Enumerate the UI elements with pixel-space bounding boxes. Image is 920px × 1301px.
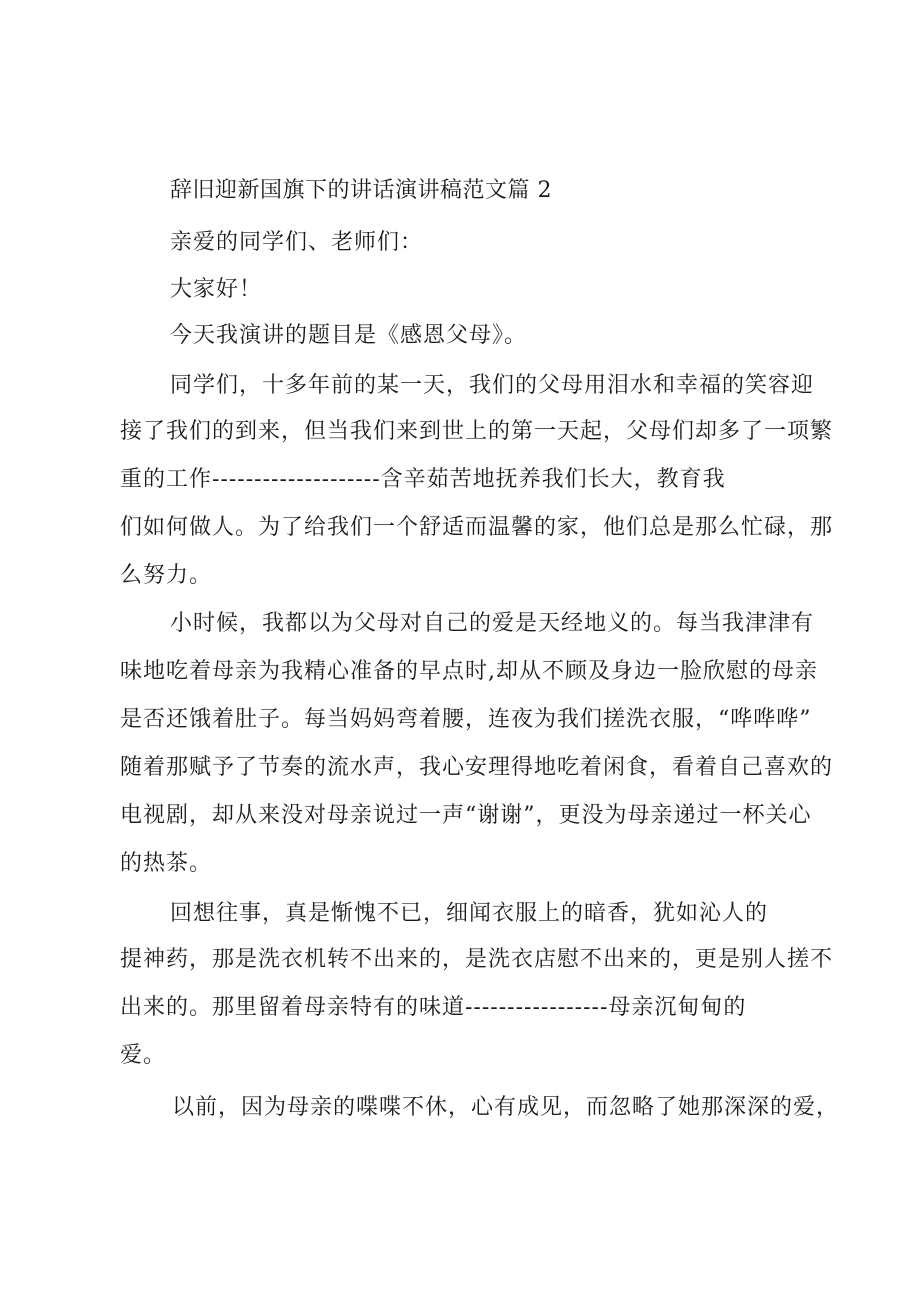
paragraph-2-line-4: 随着那赋予了节奏的流水声，我心安理得地吃着闲食，看着自己喜欢的	[120, 755, 834, 780]
hello-line: 大家好！	[170, 277, 263, 302]
paragraph-3-line-1: 回想往事，真是惭愧不已，细闻衣服上的暗香，犹如沁人的	[170, 901, 769, 926]
paragraph-2-line-3: 是否还饿着肚子。每当妈妈弯着腰，连夜为我们搓洗衣服，“哗哗哗”	[120, 707, 812, 732]
paragraph-1-line-5: 么努力。	[120, 563, 213, 588]
paragraph-3-line-4: 爱。	[120, 1043, 167, 1068]
topic-line: 今天我演讲的题目是《感恩父母》。	[170, 323, 528, 348]
paragraph-1-line-3: 重的工作--------------------含辛茹苦地抚养我们长大，教育我	[120, 467, 726, 492]
greeting-line: 亲爱的同学们、老师们：	[170, 230, 424, 255]
paragraph-4-line-1: 以前，因为母亲的喋喋不休，心有成见，而忽略了她那深深的爱，	[172, 1095, 840, 1120]
paragraph-1-line-2: 接了我们的到来，但当我们来到世上的第一天起，父母们却多了一项繁	[120, 419, 834, 444]
paragraph-3-line-3: 出来的。那里留着母亲特有的味道-----------------母亲沉甸甸的	[120, 995, 747, 1020]
paragraph-1-line-4: 们如何做人。为了给我们一个舒适而温馨的家，他们总是那么忙碌，那	[120, 515, 834, 540]
paragraph-2-line-2: 味地吃着母亲为我精心准备的早点时,却从不顾及身边一脸欣慰的母亲	[120, 659, 818, 684]
paragraph-2-line-5: 电视剧，却从来没对母亲说过一声“谢谢”，更没为母亲递过一杯关心	[120, 803, 812, 828]
paragraph-2-line-1: 小时候，我都以为父母对自己的爱是天经地义的。每当我津津有	[170, 611, 815, 636]
document-title: 辞旧迎新国旗下的讲话演讲稿范文篇 2	[170, 178, 552, 203]
paragraph-3-line-2: 提神药，那是洗衣机转不出来的，是洗衣店慰不出来的，更是别人搓不	[120, 947, 834, 972]
paragraph-2-line-6: 的热茶。	[120, 851, 213, 876]
paragraph-1-line-1: 同学们，十多年前的某一天，我们的父母用泪水和幸福的笑容迎	[170, 373, 815, 398]
